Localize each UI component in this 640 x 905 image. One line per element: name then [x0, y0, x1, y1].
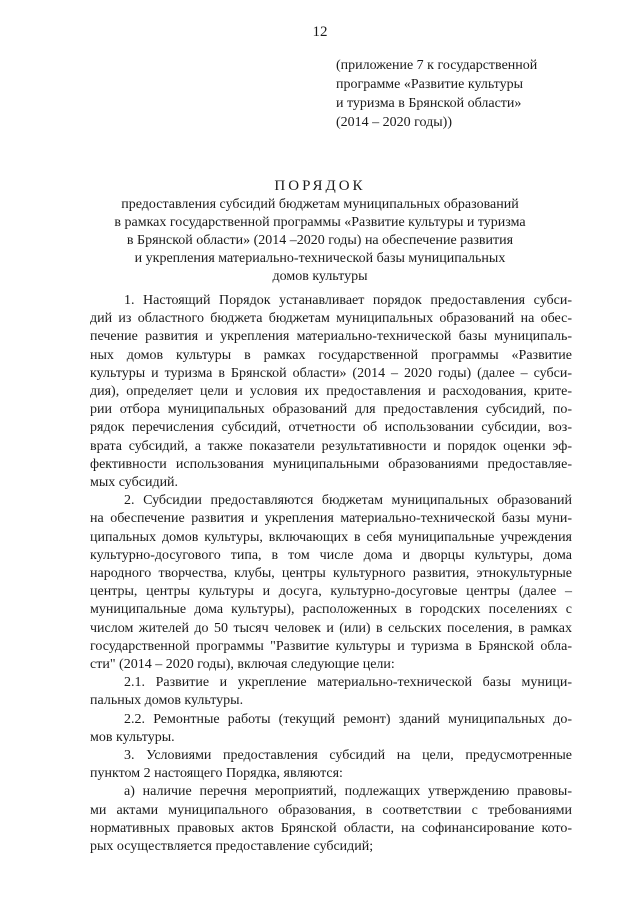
paragraph-line: народного творчества, клубы, центры культурного развития, этнокультурные	[90, 566, 572, 582]
paragraph-line: 2.1. Развитие и укрепление материально-технической базы муници-	[124, 675, 572, 691]
paragraph-line: центры, центры культуры и досуга, культурно-досуговые центры (далее –	[90, 584, 572, 600]
document-title: ПОРЯДОК	[274, 178, 366, 194]
paragraph-line: сти" (2014 – 2020 годы), включая следующие цели:	[90, 657, 395, 673]
paragraph-line: а) наличие перечня мероприятий, подлежащих утверждению правовы-	[124, 784, 572, 800]
paragraph-line: ципальных домов культуры, включающих в себя муниципальные учреждения	[90, 529, 572, 545]
paragraph-line: числом жителей до 50 тысяч человек и (или) в сельских поселения, в рамках	[90, 620, 572, 636]
attachment-line: и туризма в Брянской области»	[336, 96, 522, 111]
paragraph-line: 2.2. Ремонтные работы (текущий ремонт) зданий муниципальных до-	[124, 711, 572, 727]
paragraph-line: 2. Субсидии предоставляются бюджетам муниципальных образований	[124, 493, 572, 509]
attachment-note	[336, 56, 626, 132]
attachment-line: (2014 – 2020 годы))	[336, 115, 453, 130]
paragraph-line: дий из областного бюджета бюджетам муниципальных образований на обес-	[90, 311, 572, 327]
paragraph	[90, 783, 572, 856]
paragraph-line: на обеспечение развития и укрепления материально-технической базы муни-	[90, 511, 572, 527]
paragraph-line: фективности использования муниципальными образованиями предоставляе-	[90, 456, 572, 472]
paragraph-line: ми актами муниципального образования, в соответствии с требованиями	[90, 802, 572, 818]
attachment-line: (приложение 7 к государственной	[336, 58, 538, 73]
paragraph-line: 3. Условиями предоставления субсидий на цели, предусмотренные	[124, 748, 572, 764]
subtitle-line: предоставления субсидий бюджетам муниципальных образований	[121, 197, 519, 212]
paragraph-line: печение развития и укрепления материально-технической базы муниципаль-	[90, 329, 572, 345]
paragraph-line: государственной программы "Развитие культуры и туризма в Брянской обла-	[90, 638, 572, 654]
subtitle-line: в Брянской области» (2014 –2020 годы) на обеспечение развития	[126, 233, 514, 248]
paragraph-line: культуры и туризма в Брянской области» (2014 – 2020 годы) (далее – субси-	[90, 365, 572, 381]
document-subtitle	[90, 196, 550, 286]
paragraph	[90, 711, 572, 747]
paragraph-line: рии отбора муниципальных образований для предоставления субсидий, по-	[90, 402, 572, 418]
paragraph-line: пунктом 2 настоящего Порядка, являются:	[90, 766, 343, 782]
paragraph-line: рых осуществляется предоставление субсидий;	[90, 839, 374, 855]
paragraph-line: мых субсидий.	[90, 475, 179, 491]
subtitle-line: и укрепления материально-технической базы муниципальных	[134, 251, 506, 266]
paragraph-line: нормативных правовых актов Брянской области, на софинансирование кото-	[90, 820, 572, 836]
paragraph-line: 1. Настоящий Порядок устанавливает порядок предоставления субси-	[124, 293, 572, 308]
paragraph	[90, 292, 572, 492]
paragraph-line: муниципальные дома культуры), расположенных в городских поселениях с	[90, 602, 572, 618]
paragraph-line: пальных домов культуры.	[90, 693, 244, 709]
paragraph-line: дия), определяет цели и условия их предоставления и расходования, крите-	[90, 384, 572, 400]
attachment-line: программе «Развитие культуры	[336, 77, 524, 92]
paragraph-line: врата субсидий, а также показатели результативности и порядок оценки эф-	[90, 438, 572, 454]
paragraph	[90, 674, 572, 710]
paragraph-line: рядок перечисления субсидий, отчетности об использовании субсидии, воз-	[90, 420, 572, 436]
document-body	[90, 292, 572, 856]
paragraph-line: мов культуры.	[90, 729, 175, 745]
subtitle-line: в рамках государственной программы «Развитие культуры и туризма	[114, 215, 526, 230]
page-number: 12	[312, 24, 328, 40]
subtitle-line: домов культуры	[272, 269, 368, 284]
paragraph-line: культурно-досугового типа, в том числе дома и дворцы культуры, дома	[90, 547, 572, 563]
paragraph	[90, 747, 572, 783]
paragraph	[90, 492, 572, 674]
paragraph-line: ных домов культуры в рамках государственной программы «Развитие	[90, 347, 572, 363]
